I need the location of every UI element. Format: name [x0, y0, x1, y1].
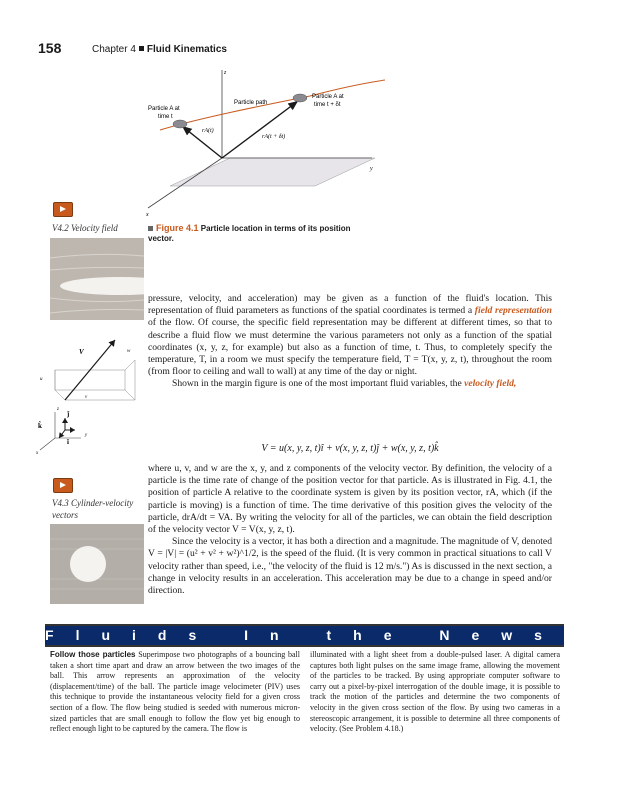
- label-v: v: [85, 395, 88, 400]
- label-ra-t: rA(t): [202, 128, 214, 134]
- p3-text: where u, v, and w are the x, y, and z components of the velocity vector. By definition, the velocity of a particle is the time rate of change of the position vector for that particle. As is illustrated in Fig. 4.1, the position of particle A relative to the coordinate system is given by its position vector, rA, which (if the particle is moving) is a function of time. The time derivative of this position gives the velocity of the particle, drA/dt = VA. By writing the velocity for all of the particles, we can obtain the field description of the velocity vector V = V(x, y, z, t).: [148, 463, 552, 536]
- video-caption-v4-2: V4.2 Velocity field: [52, 223, 118, 233]
- p4-text: Since the velocity is a vector, it has both a direction and a magnitude. The magnitude of V, denoted V = |V| = (u² + v² + w²)^1/2, is the speed of the fluid. (It is very common in practical situations to call V velocity rather than speed, i.e., "the velocity of the fluid is 12 m/s.") As is discussed in the next section, a change in velocity results in an acceleration. This acceleration may be due to a change in speed and/or direction.: [148, 536, 552, 597]
- label-z: z: [57, 407, 59, 412]
- figure-label: Figure 4.1: [156, 223, 199, 233]
- label-ra-t-dt: rA(t + δt): [262, 134, 286, 140]
- chapter-label: Chapter 4: [92, 44, 136, 55]
- square-bullet-icon: [148, 226, 153, 231]
- label-time-t-dt: time t + δt: [314, 102, 341, 108]
- label-particle-a-at-2: Particle A at: [312, 94, 344, 100]
- body-paragraph-3: [148, 463, 552, 597]
- particle-path-curve: [160, 80, 385, 130]
- label-V: V: [79, 348, 84, 356]
- chapter-title: Fluid Kinematics: [146, 44, 227, 55]
- particle-a-t-dt: [293, 94, 307, 102]
- news-col2-text: illuminated with a light sheet from a double-pulsed laser. A digital camera captures both light pulses on the same image frame, allowing the movement of the particles to be tracked. By using appropriate computer software to carry out a pixel-by-pixel interrogation of the double image, it is possible to track the motion of the particles and determine the two components of velocity in the given cross section of the flow. By using two cameras in a stereoscopic arrangement, it is possible to determine all three components of velocity. (See Problem 4.18.): [310, 650, 560, 734]
- position-vector-t-dt: [222, 101, 298, 158]
- label-k-hat: k̂: [38, 422, 42, 430]
- field-representation-term: field representation: [474, 305, 552, 317]
- label-x: x: [36, 451, 39, 456]
- cylinder-flow-image: [50, 524, 144, 604]
- label-j-hat: ĵ: [67, 410, 70, 418]
- video-caption-v4-3: V4.3 Cylinder-velocity vectors: [52, 498, 134, 520]
- news-col1-text: Superimpose two photographs of a bouncing ball taken a short time apart and draw an arrow between the two images of the ball. This arrow represents an approximation of the velocity (displacement/time) of the ball. The particle image velocimeter (PIV) uses this technique to provide the instantaneous velocity field for a given cross section of a flow. The flow being studied is seeded with numerous micron-sized particles that are small enough to follow the flow yet big enough to reflect enough light to be captured by the camera. The flow is: [50, 650, 301, 734]
- news-column-1: [50, 650, 300, 735]
- cylinder-video-thumbnail[interactable]: [50, 524, 144, 604]
- velocity-field-term: velocity field,: [464, 378, 517, 390]
- figure-caption: [148, 223, 368, 244]
- fluids-in-the-news-banner: Fluids In the News: [45, 624, 564, 647]
- flow-streaks-image: [50, 238, 144, 320]
- figure-caption-text: Particle location in terms of its position vector.: [148, 224, 351, 243]
- p1-text-a: pressure, velocity, and acceleration) may be given as a function of the fluid's location. This representation of fluid parameters as functions of the spatial coordinates is termed a: [148, 293, 552, 317]
- p1-text-b: of the flow. Of course, the specific field representation may be different at different times, so that to describe a fluid flow we must determine the various parameters not only as a function of the spatial coordinates (x, y, z, for example) but also as a function of time, t. Thus, to completely specify the temperature, T, in a room we must specify the temperature field, T = T(x, y, z, t), throughout the room (from floor to ceiling and wall to wall) at any time of the day or night.: [148, 317, 552, 378]
- z-axis-label: z: [224, 70, 227, 76]
- label-particle-path: Particle path: [234, 100, 268, 106]
- play-video-icon[interactable]: [53, 202, 73, 217]
- square-bullet-icon: [139, 46, 144, 51]
- label-time-t: time t: [158, 114, 173, 120]
- page-number: 158: [38, 40, 62, 56]
- component-box: [55, 360, 135, 400]
- label-u: u: [40, 377, 43, 382]
- figure-4-1: [140, 58, 400, 218]
- particle-a-t: [173, 120, 187, 128]
- label-w: w: [127, 349, 131, 354]
- body-paragraph-1: [148, 293, 552, 391]
- label-y: y: [85, 433, 88, 438]
- label-i-hat: î: [67, 438, 69, 446]
- velocity-equation: V = u(x, y, z, t)î + v(x, y, z, t)ĵ + w(x, y, z, t)k̂: [261, 443, 439, 454]
- news-column-2: [310, 650, 560, 735]
- news-headline: Follow those particles: [50, 650, 136, 659]
- p2-text: Shown in the margin figure is one of the most important fluid variables, the: [172, 378, 462, 390]
- x-axis-label: x: [146, 212, 149, 218]
- y-axis-label: y: [370, 166, 373, 172]
- play-video-icon[interactable]: [53, 478, 73, 493]
- velocity-components-margin-figure: [35, 330, 145, 460]
- label-particle-a-at: Particle A at: [148, 106, 180, 112]
- velocity-field-video-thumbnail[interactable]: [50, 238, 144, 320]
- running-head: [92, 44, 227, 55]
